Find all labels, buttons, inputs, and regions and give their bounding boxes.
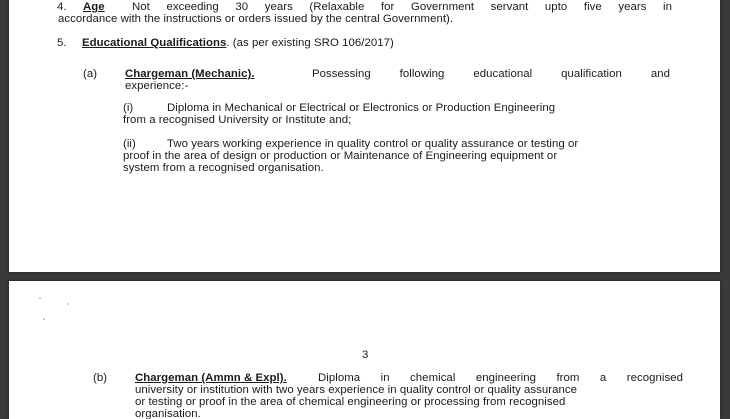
sub-a-label: (a)	[83, 68, 98, 80]
sub-b-line-4: organisation.	[135, 408, 201, 419]
point-ii-line-1: Two years working experience in quality control or quality assurance or testing or	[167, 138, 579, 150]
sub-a-heading: Chargeman (Mechanic).	[125, 68, 255, 80]
item-4-text-line-2: accordance with the instructions or orders issued by the central Government).	[58, 13, 454, 25]
document-page	[9, 281, 720, 419]
scan-speck	[43, 318, 45, 320]
item-5-heading: Educational Qualifications	[82, 37, 227, 49]
sub-b-label: (b)	[93, 372, 108, 384]
item-5-text: . (as per existing SRO 106/2017)	[226, 37, 394, 49]
point-ii-label: (ii)	[123, 138, 136, 150]
page-number: 3	[362, 349, 369, 361]
sub-b-heading: Chargeman (Ammn & Expl).	[135, 372, 287, 384]
document-page	[9, 0, 720, 272]
point-i-line-1: Diploma in Mechanical or Electrical or Electronics or Production Engineering	[167, 102, 556, 114]
sub-a-text-line-2: experience:-	[125, 80, 189, 92]
sub-b-line-3: or testing or proof in the area of chemical engineering or processing from recognised	[135, 396, 566, 408]
item-4-number: 4.	[57, 1, 67, 13]
scan-speck	[39, 297, 41, 299]
sub-b-line-1: Diploma in chemical engineering from a recognised	[318, 372, 683, 384]
point-i-label: (i)	[123, 102, 134, 114]
sub-b-line-2: university or institution with two years experience in quality control or quality assurance	[135, 384, 578, 396]
scan-speck	[67, 303, 69, 305]
point-ii-line-3: system from a recognised organisation.	[123, 162, 324, 174]
item-5-line	[82, 37, 394, 49]
item-4-heading: Age	[83, 1, 105, 13]
point-ii-line-2: proof in the area of design or production or Maintenance of Engineering equipment or	[123, 150, 558, 162]
item-4-text-line-1: Not exceeding 30 years (Relaxable for Government servant upto five years in	[132, 1, 672, 13]
sub-a-text-line-1: Possessing following educational qualification and	[312, 68, 670, 80]
item-5-number: 5.	[57, 37, 67, 49]
point-i-line-2: from a recognised University or Institute and;	[123, 114, 352, 126]
